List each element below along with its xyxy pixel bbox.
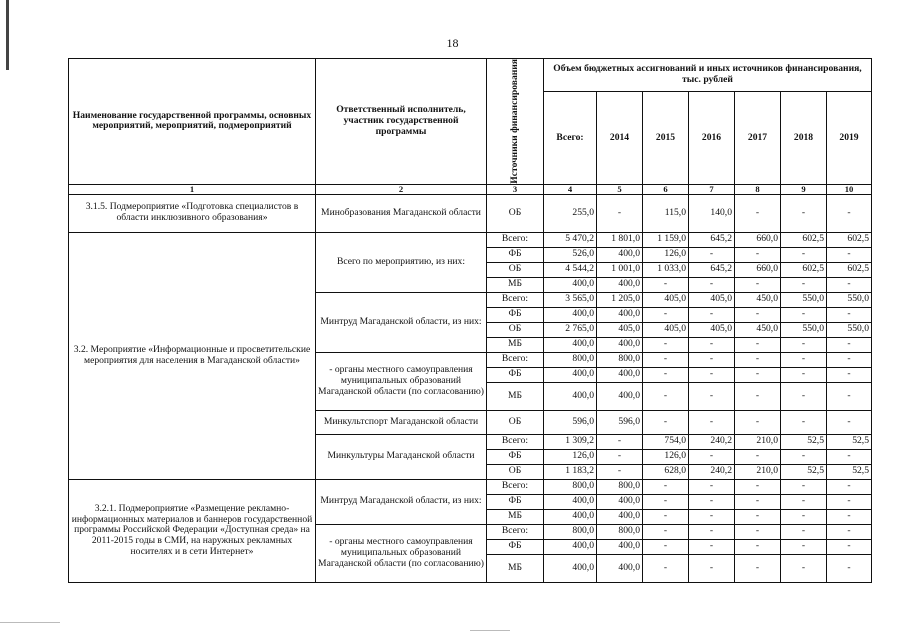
- year-value-cell: 400,0: [597, 554, 643, 582]
- year-value-cell: 596,0: [597, 410, 643, 434]
- year-value-cell: -: [781, 539, 827, 554]
- year-value-cell: -: [781, 352, 827, 367]
- year-value-cell: 1 159,0: [643, 232, 689, 247]
- year-value-cell: 800,0: [597, 524, 643, 539]
- year-value-cell: 800,0: [597, 479, 643, 494]
- source-cell: МБ: [487, 277, 544, 292]
- year-value-cell: 628,0: [643, 464, 689, 479]
- measure-name-3-2: 3.2. Мероприятие «Информационные и просветительские мероприятия для населения в Магаданской области»: [69, 232, 316, 479]
- year-value-cell: 405,0: [689, 292, 735, 307]
- year-value-cell: -: [827, 554, 872, 582]
- year-value-cell: -: [689, 367, 735, 382]
- column-number: 6: [643, 184, 689, 194]
- year-value-cell: 400,0: [597, 337, 643, 352]
- year-value-cell: -: [781, 449, 827, 464]
- executor-cell: Минтруд Магаданской области, из них:: [316, 292, 487, 352]
- year-value-cell: -: [689, 352, 735, 367]
- scan-edge-mark: [6, 0, 9, 70]
- year-value-cell: -: [827, 509, 872, 524]
- year-value-cell: -: [689, 247, 735, 262]
- year-value-cell: -: [827, 479, 872, 494]
- source-cell: Всего:: [487, 352, 544, 367]
- year-value-cell: -: [781, 367, 827, 382]
- year-value-cell: 602,5: [827, 262, 872, 277]
- executor-cell: Минобразования Магаданской области: [316, 194, 487, 232]
- year-value-cell: 240,2: [689, 434, 735, 449]
- year-value-cell: 450,0: [735, 292, 781, 307]
- subprogram-name-3-2-1: 3.2.1. Подмероприятие «Размещение рекламно-информационных материалов и баннеров государственной программы Российской Федерации «Доступная среда» на 2011-2015 годы в СМИ, на наружных рекламных носителях и в сети Интернет»: [69, 479, 316, 582]
- total-value-cell: 400,0: [544, 367, 597, 382]
- column-number: 5: [597, 184, 643, 194]
- year-value-cell: -: [735, 554, 781, 582]
- total-value-cell: 400,0: [544, 307, 597, 322]
- year-value-cell: 1 205,0: [597, 292, 643, 307]
- year-value-cell: -: [689, 479, 735, 494]
- total-value-cell: 400,0: [544, 337, 597, 352]
- year-value-cell: -: [735, 524, 781, 539]
- year-value-cell: -: [643, 494, 689, 509]
- total-value-cell: 400,0: [544, 382, 597, 410]
- year-value-cell: 405,0: [597, 322, 643, 337]
- year-value-cell: 550,0: [827, 292, 872, 307]
- year-value-cell: 660,0: [735, 232, 781, 247]
- year-value-cell: -: [735, 337, 781, 352]
- page-number: 18: [446, 36, 459, 50]
- year-value-cell: 240,2: [689, 464, 735, 479]
- total-value-cell: 5 470,2: [544, 232, 597, 247]
- year-value-cell: 754,0: [643, 434, 689, 449]
- year-value-cell: 645,2: [689, 232, 735, 247]
- total-value-cell: 800,0: [544, 352, 597, 367]
- source-cell: Всего:: [487, 479, 544, 494]
- year-value-cell: 1 001,0: [597, 262, 643, 277]
- year-value-cell: -: [781, 410, 827, 434]
- executor-cell: Минкультуры Магаданской области: [316, 434, 487, 479]
- executor-cell: Минтруд Магаданской области, из них:: [316, 479, 487, 524]
- year-value-cell: -: [643, 524, 689, 539]
- year-value-cell: -: [781, 337, 827, 352]
- year-value-cell: 400,0: [597, 382, 643, 410]
- source-cell: ФБ: [487, 494, 544, 509]
- year-value-cell: -: [781, 494, 827, 509]
- header-executor: Ответственный исполнитель, участник государственной программы: [316, 59, 487, 185]
- subprogram-name-3-1-5: 3.1.5. Подмероприятие «Подготовка специалистов в области инклюзивного образования»: [69, 194, 316, 232]
- year-value-cell: -: [827, 352, 872, 367]
- year-value-cell: -: [735, 509, 781, 524]
- source-cell: Всего:: [487, 232, 544, 247]
- total-value-cell: 126,0: [544, 449, 597, 464]
- header-year: 2016: [689, 92, 735, 185]
- column-number: 2: [316, 184, 487, 194]
- year-value-cell: 645,2: [689, 262, 735, 277]
- year-value-cell: -: [827, 337, 872, 352]
- year-value-cell: -: [643, 509, 689, 524]
- year-value-cell: 602,5: [827, 232, 872, 247]
- year-value-cell: -: [689, 449, 735, 464]
- total-value-cell: 400,0: [544, 494, 597, 509]
- year-value-cell: 450,0: [735, 322, 781, 337]
- total-value-cell: 800,0: [544, 524, 597, 539]
- year-value-cell: -: [735, 539, 781, 554]
- year-value-cell: -: [643, 352, 689, 367]
- year-value-cell: 400,0: [597, 277, 643, 292]
- header-source: [487, 59, 544, 185]
- header-year: 2014: [597, 92, 643, 185]
- column-number: 8: [735, 184, 781, 194]
- year-value-cell: -: [735, 352, 781, 367]
- source-cell: ОБ: [487, 322, 544, 337]
- table-row: [69, 194, 872, 232]
- year-value-cell: 602,5: [781, 232, 827, 247]
- total-value-cell: 400,0: [544, 509, 597, 524]
- header-year: 2019: [827, 92, 872, 185]
- year-value-cell: -: [827, 194, 872, 232]
- year-value-cell: 52,5: [827, 464, 872, 479]
- year-value-cell: 400,0: [597, 367, 643, 382]
- header-year: 2018: [781, 92, 827, 185]
- column-number: 9: [781, 184, 827, 194]
- year-value-cell: -: [643, 539, 689, 554]
- year-value-cell: -: [781, 277, 827, 292]
- scan-noise: [0, 622, 60, 623]
- source-cell: ФБ: [487, 367, 544, 382]
- year-value-cell: -: [689, 382, 735, 410]
- year-value-cell: 1 033,0: [643, 262, 689, 277]
- header-total: Всего:: [544, 92, 597, 185]
- year-value-cell: 52,5: [781, 464, 827, 479]
- year-value-cell: -: [643, 554, 689, 582]
- total-value-cell: 800,0: [544, 479, 597, 494]
- year-value-cell: -: [689, 524, 735, 539]
- executor-cell: - органы местного самоуправления муниципальных образований Магаданской области (по согласованию): [316, 524, 487, 582]
- source-cell: ФБ: [487, 307, 544, 322]
- year-value-cell: -: [781, 194, 827, 232]
- year-value-cell: -: [643, 410, 689, 434]
- header-volume: Объем бюджетных ассигнований и иных источников финансирования, тыс. рублей: [544, 59, 872, 92]
- total-value-cell: 526,0: [544, 247, 597, 262]
- year-value-cell: 210,0: [735, 464, 781, 479]
- total-value-cell: 3 565,0: [544, 292, 597, 307]
- source-cell: Всего:: [487, 434, 544, 449]
- total-value-cell: 255,0: [544, 194, 597, 232]
- year-value-cell: 115,0: [643, 194, 689, 232]
- source-cell: ФБ: [487, 247, 544, 262]
- executor-cell: Минкультспорт Магаданской области: [316, 410, 487, 434]
- year-value-cell: -: [735, 382, 781, 410]
- year-value-cell: -: [735, 449, 781, 464]
- executor-cell: Всего по мероприятию, из них:: [316, 232, 487, 292]
- year-value-cell: -: [643, 307, 689, 322]
- year-value-cell: 126,0: [643, 247, 689, 262]
- year-value-cell: -: [735, 194, 781, 232]
- header-name: Наименование государственной программы, основных мероприятий, мероприятий, подмероприятий: [69, 59, 316, 185]
- year-value-cell: -: [643, 337, 689, 352]
- table-row: [69, 232, 872, 247]
- scan-noise: [470, 630, 510, 631]
- source-cell: Всего:: [487, 524, 544, 539]
- year-value-cell: -: [827, 382, 872, 410]
- year-value-cell: -: [827, 449, 872, 464]
- total-value-cell: 400,0: [544, 554, 597, 582]
- column-number: 10: [827, 184, 872, 194]
- year-value-cell: 126,0: [643, 449, 689, 464]
- total-value-cell: 400,0: [544, 539, 597, 554]
- year-value-cell: -: [735, 410, 781, 434]
- financing-table: [68, 58, 872, 583]
- year-value-cell: -: [827, 247, 872, 262]
- year-value-cell: 800,0: [597, 352, 643, 367]
- year-value-cell: 140,0: [689, 194, 735, 232]
- total-value-cell: 400,0: [544, 277, 597, 292]
- source-cell: ОБ: [487, 194, 544, 232]
- header-year: 2015: [643, 92, 689, 185]
- year-value-cell: -: [781, 524, 827, 539]
- year-value-cell: 550,0: [827, 322, 872, 337]
- year-value-cell: 405,0: [689, 322, 735, 337]
- year-value-cell: 405,0: [643, 322, 689, 337]
- year-value-cell: 400,0: [597, 539, 643, 554]
- total-value-cell: 2 765,0: [544, 322, 597, 337]
- total-value-cell: 4 544,2: [544, 262, 597, 277]
- year-value-cell: -: [827, 307, 872, 322]
- column-number: 3: [487, 184, 544, 194]
- year-value-cell: -: [643, 277, 689, 292]
- year-value-cell: -: [643, 367, 689, 382]
- year-value-cell: -: [781, 554, 827, 582]
- year-value-cell: -: [689, 337, 735, 352]
- year-value-cell: -: [597, 434, 643, 449]
- year-value-cell: 210,0: [735, 434, 781, 449]
- year-value-cell: 400,0: [597, 494, 643, 509]
- source-cell: ОБ: [487, 262, 544, 277]
- year-value-cell: -: [735, 494, 781, 509]
- year-value-cell: 52,5: [827, 434, 872, 449]
- year-value-cell: -: [597, 194, 643, 232]
- source-cell: МБ: [487, 382, 544, 410]
- year-value-cell: -: [689, 307, 735, 322]
- year-value-cell: -: [643, 479, 689, 494]
- year-value-cell: 602,5: [781, 262, 827, 277]
- year-value-cell: 400,0: [597, 247, 643, 262]
- source-cell: Всего:: [487, 292, 544, 307]
- year-value-cell: -: [735, 247, 781, 262]
- year-value-cell: 52,5: [781, 434, 827, 449]
- source-cell: МБ: [487, 509, 544, 524]
- year-value-cell: -: [781, 479, 827, 494]
- source-cell: ОБ: [487, 410, 544, 434]
- year-value-cell: -: [689, 539, 735, 554]
- year-value-cell: -: [735, 277, 781, 292]
- total-value-cell: 1 183,2: [544, 464, 597, 479]
- header-year: 2017: [735, 92, 781, 185]
- year-value-cell: -: [689, 554, 735, 582]
- source-cell: ОБ: [487, 464, 544, 479]
- year-value-cell: 400,0: [597, 509, 643, 524]
- year-value-cell: 400,0: [597, 307, 643, 322]
- source-cell: МБ: [487, 337, 544, 352]
- column-number: 4: [544, 184, 597, 194]
- year-value-cell: -: [597, 449, 643, 464]
- source-cell: ФБ: [487, 539, 544, 554]
- table-row: [69, 479, 872, 494]
- header-source-text: Источники финансирования: [508, 59, 520, 184]
- year-value-cell: -: [597, 464, 643, 479]
- year-value-cell: 550,0: [781, 322, 827, 337]
- executor-cell: - органы местного самоуправления муниципальных образований Магаданской области (по согласованию): [316, 352, 487, 410]
- year-value-cell: -: [689, 277, 735, 292]
- year-value-cell: -: [735, 479, 781, 494]
- year-value-cell: -: [827, 524, 872, 539]
- year-value-cell: -: [781, 509, 827, 524]
- year-value-cell: -: [781, 382, 827, 410]
- year-value-cell: -: [827, 494, 872, 509]
- year-value-cell: 405,0: [643, 292, 689, 307]
- source-cell: МБ: [487, 554, 544, 582]
- year-value-cell: 660,0: [735, 262, 781, 277]
- year-value-cell: -: [735, 307, 781, 322]
- year-value-cell: 550,0: [781, 292, 827, 307]
- column-number: 1: [69, 184, 316, 194]
- source-cell: ФБ: [487, 449, 544, 464]
- year-value-cell: -: [827, 410, 872, 434]
- year-value-cell: -: [735, 367, 781, 382]
- year-value-cell: -: [827, 367, 872, 382]
- year-value-cell: -: [781, 247, 827, 262]
- total-value-cell: 596,0: [544, 410, 597, 434]
- year-value-cell: -: [781, 307, 827, 322]
- column-number: 7: [689, 184, 735, 194]
- year-value-cell: -: [643, 382, 689, 410]
- total-value-cell: 1 309,2: [544, 434, 597, 449]
- year-value-cell: -: [689, 410, 735, 434]
- year-value-cell: -: [827, 277, 872, 292]
- year-value-cell: 1 801,0: [597, 232, 643, 247]
- year-value-cell: -: [689, 509, 735, 524]
- year-value-cell: -: [689, 494, 735, 509]
- year-value-cell: -: [827, 539, 872, 554]
